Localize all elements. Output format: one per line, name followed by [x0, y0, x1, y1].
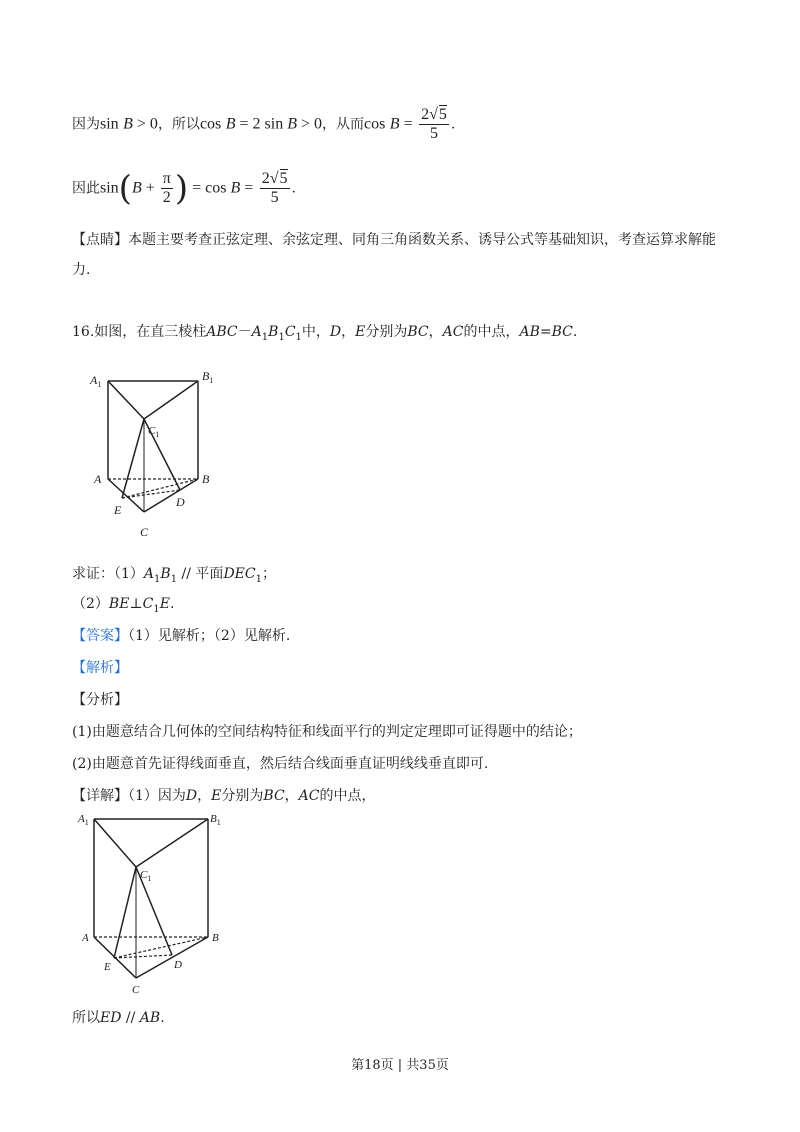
svg-text:A1: $A_1$ [90, 373, 102, 389]
conclusion-line: 所以ED // AB. [72, 1010, 165, 1026]
prism-figure-1 [86, 362, 226, 547]
svg-text:C1: $C_1$ [140, 869, 152, 883]
fenxi-point-2: (2)由题意首先证得线面垂直，然后结合线面垂直证明线线垂直即可. [72, 756, 489, 772]
svg-text:A: A [94, 472, 102, 486]
svg-text:A: A [82, 932, 89, 944]
svg-text:B1: $B_1$ [202, 369, 214, 385]
svg-text:B: B [212, 932, 219, 944]
svg-text:E: E [114, 503, 122, 517]
svg-text:B: B [202, 472, 210, 486]
svg-text:D: D [176, 495, 185, 509]
review-line-2: 力. [72, 262, 91, 278]
analysis-tag: 【解析】 [72, 660, 128, 676]
prism-figure-2 [74, 810, 234, 1005]
svg-text:C: C [132, 984, 140, 996]
fenxi-point-1: (1)由题意结合几何体的空间结构特征和线面平行的判定定理即可证得题中的结论； [72, 724, 582, 740]
fraction-pi-over-2: $\frac{\pi}{2}$ [162, 170, 171, 206]
line-sin-shift: 因此sin(B + $\frac{\pi}{2}$ ) = cos B = $\frac{2√5}{5}$ . [72, 168, 296, 209]
svg-text:B1: $B_1$ [210, 813, 221, 827]
svg-text:C: C [140, 525, 149, 539]
answer-tag: 【答案】 [72, 628, 128, 644]
detail-line: 【详解】（1）因为D，E分别为BC，AC的中点， [72, 788, 376, 804]
svg-text:C1: $C_1$ [148, 425, 160, 439]
prove-statement-2: $(2)BE\perp C_1E$. [72, 596, 175, 615]
fraction-2sqrt5-over-5: $\frac{2√5}{5}$ [421, 106, 447, 142]
answer-line: 【答案】（1）见解析；（2）见解析. [72, 628, 291, 644]
fenxi-tag: 【分析】 [72, 692, 128, 708]
svg-text:D: D [174, 959, 182, 971]
review-line-1: 【点睛】本题主要考查正弦定理、余弦定理、同角三角函数关系、诱导公式等基础知识，考查运算求解能 [72, 232, 716, 248]
question-16: 16.如图，在直三棱柱$ABC-A_1B_1C_1$中，D，E分别为BC，AC的中点，AB=BC. [72, 324, 578, 343]
page-footer: 第18页 | 共35页 [351, 1058, 449, 1073]
svg-text:A1: $A_1$ [78, 813, 89, 827]
svg-text:E: E [104, 961, 111, 973]
prove-statement-1: 求证：$(1)A_1B_1$ // 平面$DEC_1$； [72, 566, 276, 585]
line-cosB: 因为sin B > 0，所以cos B = 2 sin B > 0，从而cos B = $\frac{2√5}{5}$ . [72, 106, 456, 142]
fraction-2sqrt5-over-5-b: $\frac{2√5}{5}$ [261, 170, 288, 206]
